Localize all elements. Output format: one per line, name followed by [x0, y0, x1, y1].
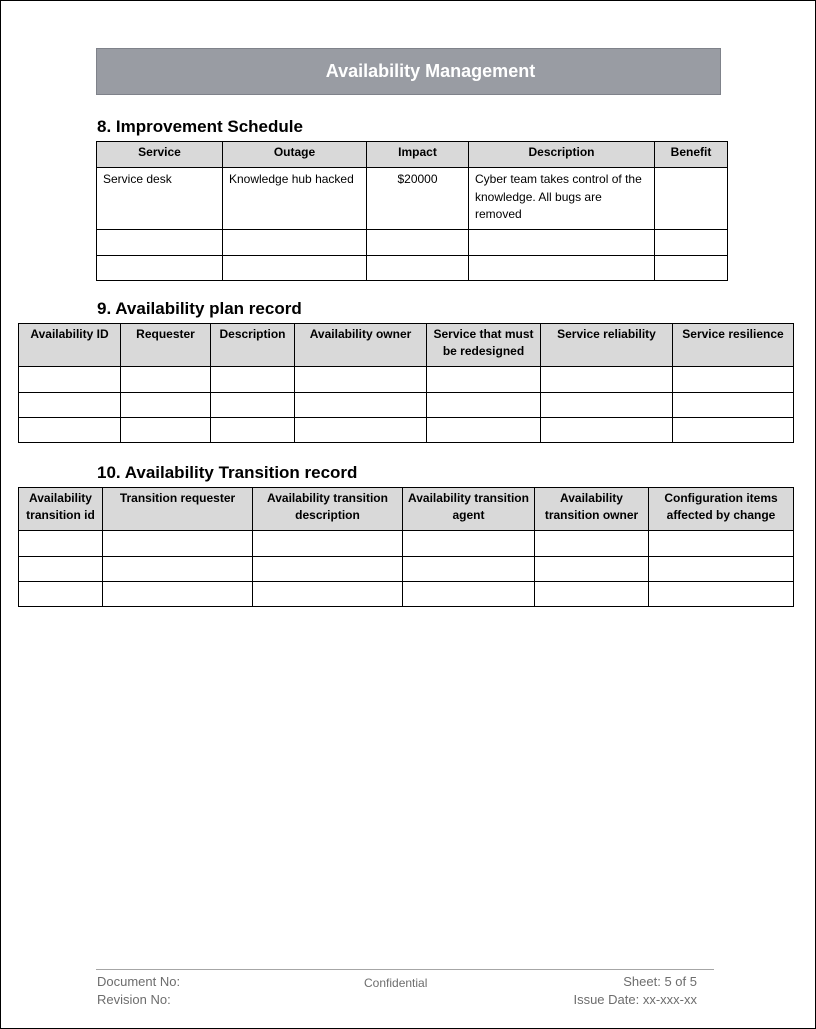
table-cell — [403, 531, 535, 557]
column-header: Service — [97, 142, 223, 168]
table-cell: Service desk — [97, 168, 223, 230]
table-cell — [673, 367, 794, 393]
column-header: Outage — [223, 142, 367, 168]
column-header: Impact — [367, 142, 469, 168]
table-cell — [649, 582, 794, 607]
table-cell — [673, 393, 794, 418]
document-number-label: Document No: — [97, 974, 181, 989]
table-cell — [19, 557, 103, 582]
table-cell — [295, 367, 427, 393]
table-cell — [97, 256, 223, 281]
title-banner — [96, 48, 721, 95]
column-header: Service reliability — [541, 324, 673, 367]
table-cell — [19, 367, 121, 393]
table-row — [19, 418, 794, 443]
table-cell — [211, 393, 295, 418]
revision-number-label: Revision No: — [97, 992, 171, 1007]
table-cell — [541, 393, 673, 418]
availability-transition-heading: 10. Availability Transition record — [97, 463, 358, 482]
table-cell — [223, 256, 367, 281]
table-cell — [427, 418, 541, 443]
column-header: Availability transition owner — [535, 488, 649, 531]
table-cell — [469, 230, 655, 256]
availability-plan-heading: 9. Availability plan record — [97, 299, 302, 318]
table-cell: Knowledge hub hacked — [223, 168, 367, 230]
table-row — [19, 557, 794, 582]
table-cell — [19, 582, 103, 607]
column-header: Service that must be redesigned — [427, 324, 541, 367]
table-cell — [253, 582, 403, 607]
table-cell — [97, 230, 223, 256]
table-cell — [19, 393, 121, 418]
issue-date: Issue Date: xx-xxx-xx — [573, 992, 697, 1007]
table-cell — [655, 230, 728, 256]
table-cell — [367, 230, 469, 256]
table-cell — [103, 557, 253, 582]
table-cell — [211, 418, 295, 443]
table-row — [19, 531, 794, 557]
table-cell — [121, 367, 211, 393]
table-cell — [121, 393, 211, 418]
table-cell — [427, 367, 541, 393]
table-header-row — [97, 142, 728, 168]
table-row — [97, 256, 728, 281]
column-header: Availability ID — [19, 324, 121, 367]
table-row — [19, 582, 794, 607]
table-cell — [295, 393, 427, 418]
table-cell — [367, 256, 469, 281]
table-header-row — [19, 324, 794, 367]
availability-transition-table — [18, 487, 794, 607]
table-cell: $20000 — [367, 168, 469, 230]
table-cell: Cyber team takes control of the knowledge. All bugs are removed — [469, 168, 655, 230]
column-header: Description — [469, 142, 655, 168]
column-header: Availability transition description — [253, 488, 403, 531]
column-header: Availability transition agent — [403, 488, 535, 531]
confidential-label: Confidential — [364, 976, 428, 990]
table-cell — [253, 531, 403, 557]
table-cell — [649, 557, 794, 582]
table-cell — [403, 557, 535, 582]
table-header-row — [19, 488, 794, 531]
table-cell — [295, 418, 427, 443]
column-header: Configuration items affected by change — [649, 488, 794, 531]
column-header: Description — [211, 324, 295, 367]
table-cell — [541, 367, 673, 393]
table-cell — [253, 557, 403, 582]
table-cell — [535, 531, 649, 557]
table-cell — [469, 256, 655, 281]
table-cell — [535, 582, 649, 607]
table-cell — [649, 531, 794, 557]
column-header: Availability transition id — [19, 488, 103, 531]
table-row — [19, 367, 794, 393]
table-cell — [541, 418, 673, 443]
table-cell — [427, 393, 541, 418]
table-row — [19, 393, 794, 418]
table-cell — [211, 367, 295, 393]
column-header: Benefit — [655, 142, 728, 168]
table-cell — [19, 418, 121, 443]
table-cell — [103, 582, 253, 607]
table-cell — [673, 418, 794, 443]
improvement-schedule-table — [96, 141, 728, 281]
table-cell — [655, 256, 728, 281]
footer-divider — [96, 969, 714, 970]
column-header: Availability owner — [295, 324, 427, 367]
table-cell — [223, 230, 367, 256]
improvement-schedule-heading: 8. Improvement Schedule — [97, 117, 303, 136]
table-cell — [535, 557, 649, 582]
column-header: Service resilience — [673, 324, 794, 367]
table-row — [97, 168, 728, 230]
table-cell — [655, 168, 728, 230]
column-header: Transition requester — [103, 488, 253, 531]
table-cell — [103, 531, 253, 557]
table-row — [97, 230, 728, 256]
sheet-number: Sheet: 5 of 5 — [623, 974, 697, 989]
column-header: Requester — [121, 324, 211, 367]
availability-plan-table — [18, 323, 794, 443]
table-cell — [121, 418, 211, 443]
table-cell — [403, 582, 535, 607]
table-cell — [19, 531, 103, 557]
page-title: Availability Management — [325, 61, 536, 81]
